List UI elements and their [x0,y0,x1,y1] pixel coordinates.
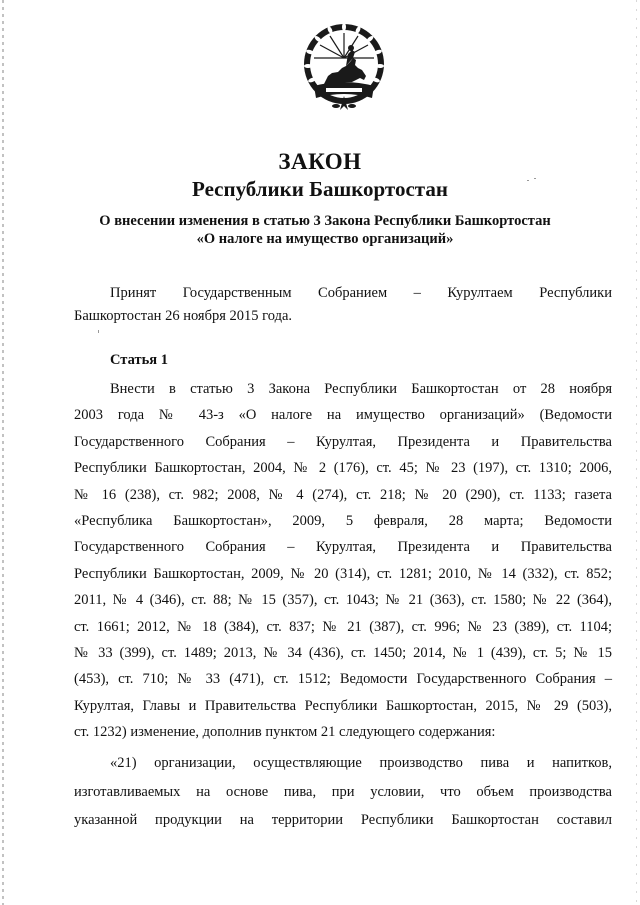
article-line: Внести в статью 3 Закона Республики Башкортостан от 28 ноября [110,381,612,397]
article-line: (453), ст. 710; № 33 (471), ст. 1512; Ведомости Государственного Собрания – [74,671,612,688]
article-line: Государственного Собрания – Курултая, Президента и Правительства [74,539,612,556]
article-line: Республики Башкортостан, 2004, № 2 (176), ст. 45; № 23 (197), ст. 1310; 2006, [74,460,612,477]
quoted-clause [74,749,612,835]
law-heading [60,212,590,248]
article-line: Курултая, Главы и Правительства Республики Башкортостан, 2015, № 29 (503), [74,697,612,714]
adoption-line: Принят Государственным Собранием – Курултаем Республики [110,285,612,301]
law-title: ЗАКОН [278,149,362,174]
quote-line: указанной продукции на территории Республики Башкортостан составил [74,812,612,828]
article-line: № 16 (238), ст. 982; 2008, № 4 (274), ст. 218; № 20 (290), ст. 1133; газета [74,486,612,503]
article-line: ст. 1661; 2012, № 18 (384), ст. 837; № 21 (387), ст. 996; № 23 (389), ст. 1104; [74,618,612,635]
article-line: «Республика Башкортостан», 2009, 5 февраля, 28 марта; Ведомости [74,513,612,530]
article-line: № 33 (399), ст. 1489; 2013, № 34 (436), ст. 1450; 2014, № 1 (439), ст. 5; № 15 [74,645,612,662]
heading-line: «О налоге на имущество организаций» [196,231,454,247]
article-title: Статья 1 [110,352,168,368]
coat-of-arms-icon [300,18,388,116]
article-line: Государственного Собрания – Курултая, Президента и Правительства [74,433,612,450]
article-line: Республики Башкортостан, 2009, № 20 (314), ст. 1281; 2010, № 14 (332), ст. 852; [74,565,612,582]
scan-edge-left [2,0,4,905]
scan-speck [98,330,99,333]
adoption-line: Башкортостан 26 ноября 2015 года. [74,308,293,324]
heading-line: О внесении изменения в статью 3 Закона Республики Башкортостан [99,213,551,229]
article-line: 2011, № 4 (346), ст. 88; № 15 (357), ст. 1043; № 21 (363), ст. 1580; № 22 (364), [74,592,612,609]
adoption-statement [74,282,612,328]
article-line: 2003 года № 43-з «О налоге на имущество организаций» (Ведомости [74,407,612,424]
article-line: ст. 1232) изменение, дополнив пунктом 21 следующего содержания: [74,724,496,741]
quote-line: изготавливаемых на основе пива, при условии, что объем производства [74,783,612,800]
scan-speck [534,178,536,179]
quote-line: «21) организации, осуществляющие производство пива и напитков, [110,755,612,771]
article-body [74,376,612,746]
scan-speck [527,180,529,181]
law-subtitle: Республики Башкортостан [192,177,448,201]
scan-edge-right [636,0,637,905]
